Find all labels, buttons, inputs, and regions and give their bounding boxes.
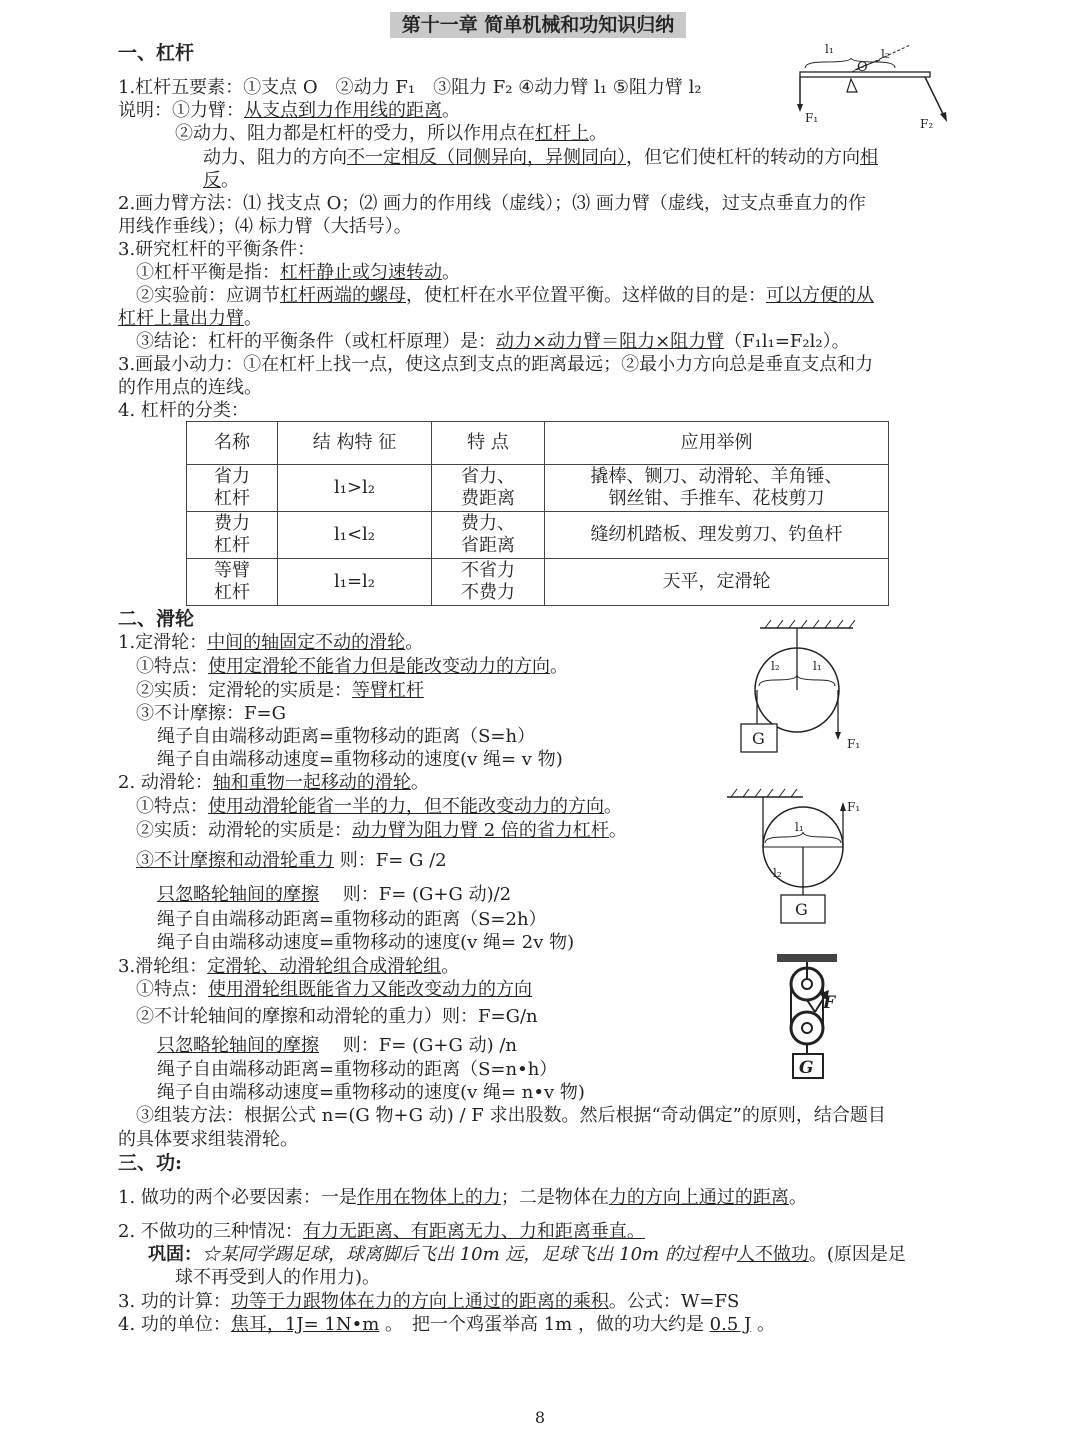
movable-pulley-axle: [802, 1023, 812, 1033]
table-cell-example: 天平，定滑轮: [545, 559, 889, 606]
table-cell-feature: l₁>l₂: [278, 465, 432, 512]
work-necessary-factors: 1. 做功的两个必要因素：一是作用在物体上的力；二是物体在力的方向上通过的距离。: [118, 1187, 807, 1208]
pulley-group-assembly-cont: 的具体要求组装滑轮。: [118, 1129, 298, 1150]
movable-pulley-distance: 绳子自由端移动距离=重物移动的距离（S=2h）: [157, 909, 547, 930]
lever-min-force-cont: 的作用点的连线。: [118, 377, 262, 398]
lever-balance-definition: ①杠杆平衡是指：杠杆静止或匀速转动。: [136, 262, 460, 283]
table-cell-feature: l₁<l₂: [278, 512, 432, 559]
lever-f2-label: F₂: [920, 117, 934, 131]
work-unit: 4. 功的单位：焦耳，1J= 1N•m 。 把一个鸡蛋举高 1m ，做的功大约是 0.5 J 。: [118, 1314, 775, 1335]
pulley-group-definition: 3.滑轮组：定滑轮、动滑轮组合成滑轮组。: [118, 956, 460, 977]
pulley-group-distance: 绳子自由端移动距离=重物移动的距离（S=n•h）: [157, 1059, 558, 1080]
rope-middle: [807, 1000, 815, 1012]
ceiling-bar: [777, 954, 837, 962]
fixed-pulley-diagram: [735, 620, 875, 760]
fulcrum-icon: [847, 79, 857, 92]
f1-arrow-icon: [835, 732, 841, 740]
lever-min-force: 3.画最小动力：①在杠杆上找一点，使这点到支点的距离最远；②最小力方向总是垂直支点和力: [118, 354, 874, 375]
lever-classification-table: [186, 421, 889, 606]
table-header-cell: 应用举例: [545, 422, 889, 465]
pulley-group-speed: 绳子自由端移动速度=重物移动的速度(v 绳= n•v 物): [157, 1082, 585, 1103]
lever-balance-experiment-cont: 杠杆上量出力臂。: [118, 308, 262, 329]
fixed-pulley-feature: ①特点：使用定滑轮不能省力但是能改变动力的方向。: [136, 656, 568, 677]
section-heading-work: 三、功:: [118, 1152, 183, 1174]
lever-balance-heading: 3.研究杠杆的平衡条件：: [118, 239, 316, 260]
force-f2-arrow-icon: [940, 112, 947, 122]
pulley-group-diagram: [765, 950, 875, 1080]
table-header-cell: 结 构特 征: [278, 422, 432, 465]
movable-pulley-essence: ②实质：动滑轮的实质是：动力臂为阻力臂 2 倍的省力杠杆。: [136, 820, 627, 841]
table-cell-feature: l₁=l₂: [278, 559, 432, 606]
pulley-group-no-friction: ②不计轮轴间的摩擦和动滑轮的重力）则：F=G/n: [136, 1006, 538, 1027]
ceiling-hatch-icon: [765, 620, 855, 628]
lever-o-label: O: [857, 60, 868, 75]
fixed-pulley-essence: ②实质：定滑轮的实质是：等臂杠杆: [136, 680, 424, 701]
movable-pulley-axle-friction: 只忽略轮轴间的摩擦 则：F= (G+G 动)/2: [157, 884, 512, 905]
lever-note-direction-end: 反。: [203, 170, 239, 191]
group-g-label: G: [799, 1058, 814, 1078]
fixed-pulley-axle: [802, 979, 812, 989]
lever-note-arm: 说明：①力臂：从支点到力作用线的距离。: [118, 100, 460, 121]
fixed-pulley-distance: 绳子自由端移动距离=重物移动的距离（S=h）: [157, 726, 536, 747]
lever-diagram: [795, 40, 955, 130]
table-cell-name: 省力 杠杆: [187, 465, 278, 512]
lever-arm-method: 2.画力臂方法：⑴ 找支点 O；⑵ 画力的作用线（虚线）；⑶ 画力臂（虚线，过支点垂直力的作: [118, 193, 866, 214]
ceiling-hatch-icon: [731, 789, 797, 797]
pulley-group-feature: ①特点：使用滑轮组既能省力又能改变动力的方向: [136, 979, 532, 1000]
lever-f1-label: F₁: [805, 111, 819, 125]
movable-g-label: G: [795, 900, 808, 919]
movable-pulley-no-friction: ③不计摩擦和动滑轮重力 则：F= G /2: [136, 850, 447, 871]
lever-note-forces: ②动力、阻力都是杠杆的受力，所以作用点在杠杆上。: [175, 123, 607, 144]
lever-note-direction: 动力、阻力的方向不一定相反（同侧异向，异侧同向），但它们使杠杆的转动的方向相: [203, 147, 878, 168]
fixed-g-label: G: [752, 729, 765, 748]
group-f-label: F: [823, 993, 836, 1013]
table-cell-example: 撬棒、铡刀、动滑轮、羊角锤、 钢丝钳、手推车、花枝剪刀: [545, 465, 889, 512]
table-row: [187, 559, 889, 606]
fixed-pulley-speed: 绳子自由端移动速度=重物移动的速度(v 绳= v 物): [157, 749, 563, 770]
section-heading-pulley: 二、滑轮: [118, 608, 195, 630]
table-row: [187, 465, 889, 512]
movable-pulley-diagram: [725, 787, 865, 927]
table-cell-char: 费力、 省距离: [432, 512, 545, 559]
fixed-pulley-definition: 1.定滑轮：中间的轴固定不动的滑轮。: [118, 632, 424, 653]
table-header-row: [187, 422, 889, 465]
movable-l2-label: l₂: [773, 866, 782, 880]
page-number: 8: [534, 1408, 546, 1427]
fixed-pulley-no-friction: ③不计摩擦：F=G: [136, 703, 286, 724]
movable-l1-label: l₁: [795, 820, 804, 834]
fixed-f1-label: F₁: [847, 737, 861, 751]
lever-balance-conclusion: ③结论：杠杆的平衡条件（或杠杆原理）是：动力×动力臂＝阻力×阻力臂（F₁l₁=F₂l₂）。: [136, 331, 850, 352]
fixed-l2-label: l₂: [771, 659, 780, 673]
work-consolidation-cont: 球不再受到人的作用力)。: [175, 1267, 381, 1288]
table-row: [187, 512, 889, 559]
movable-f1-label: F₁: [847, 800, 861, 814]
lever-classification-heading: 4. 杠杆的分类：: [118, 400, 249, 421]
page-title: 第十一章 简单机械和功知识归纳: [390, 12, 686, 38]
table-header-cell: 特 点: [432, 422, 545, 465]
movable-pulley-definition: 2. 动滑轮：轴和重物一起移动的滑轮。: [118, 772, 429, 793]
fixed-l1-label: l₁: [813, 659, 822, 673]
force-f2-line: [925, 77, 945, 118]
table-cell-char: 省力、 费距离: [432, 465, 545, 512]
lever-arm-method-cont: 用线作垂线）；⑷ 标力臂（大括号）。: [118, 216, 412, 237]
table-cell-char: 不省力 不费力: [432, 559, 545, 606]
table-header-cell: 名称: [187, 422, 278, 465]
pulley-group-axle-friction: 只忽略轮轴间的摩擦 则：F= (G+G 动) /n: [157, 1035, 517, 1056]
table-cell-name: 费力 杠杆: [187, 512, 278, 559]
work-consolidation: 巩固：☆某同学踢足球，球离脚后飞出 10m 远，足球飞出 10m 的过程中人不做功。(原因是足: [148, 1244, 906, 1265]
work-calculation: 3. 功的计算：功等于力跟物体在力的方向上通过的距离的乘积。公式：W=FS: [118, 1291, 740, 1312]
pulley-group-assembly: ③组装方法：根据公式 n=(G 物+G 动) / F 求出股数。然后根据“奇动偶定”的原则，结合题目: [136, 1105, 886, 1126]
lever-balance-experiment: ②实验前：应调节杠杆两端的螺母，使杠杆在水平位置平衡。这样做的目的是：可以方便的从: [136, 285, 874, 306]
movable-pulley-feature: ①特点：使用动滑轮能省一半的力，但不能改变动力的方向。: [136, 796, 622, 817]
table-cell-name: 等臂 杠杆: [187, 559, 278, 606]
movable-pulley-speed: 绳子自由端移动速度=重物移动的速度(v 绳= 2v 物): [157, 932, 575, 953]
lever-l2-label: l₂: [881, 47, 890, 61]
table-cell-example: 缝纫机踏板、理发剪刀、钓鱼杆: [545, 512, 889, 559]
lever-five-elements: 1.杠杆五要素：①支点 O ②动力 F₁ ③阻力 F₂ ④动力臂 l₁ ⑤阻力臂 l₂: [118, 77, 702, 98]
f1-up-arrow-icon: [840, 802, 846, 811]
force-f1-arrow-icon: [797, 104, 803, 112]
lever-l1-label: l₁: [825, 42, 834, 56]
section-heading-lever: 一、杠杆: [118, 42, 195, 64]
work-no-work-cases: 2. 不做功的三种情况：有力无距离、有距离无力、力和距离垂直。: [118, 1221, 645, 1242]
